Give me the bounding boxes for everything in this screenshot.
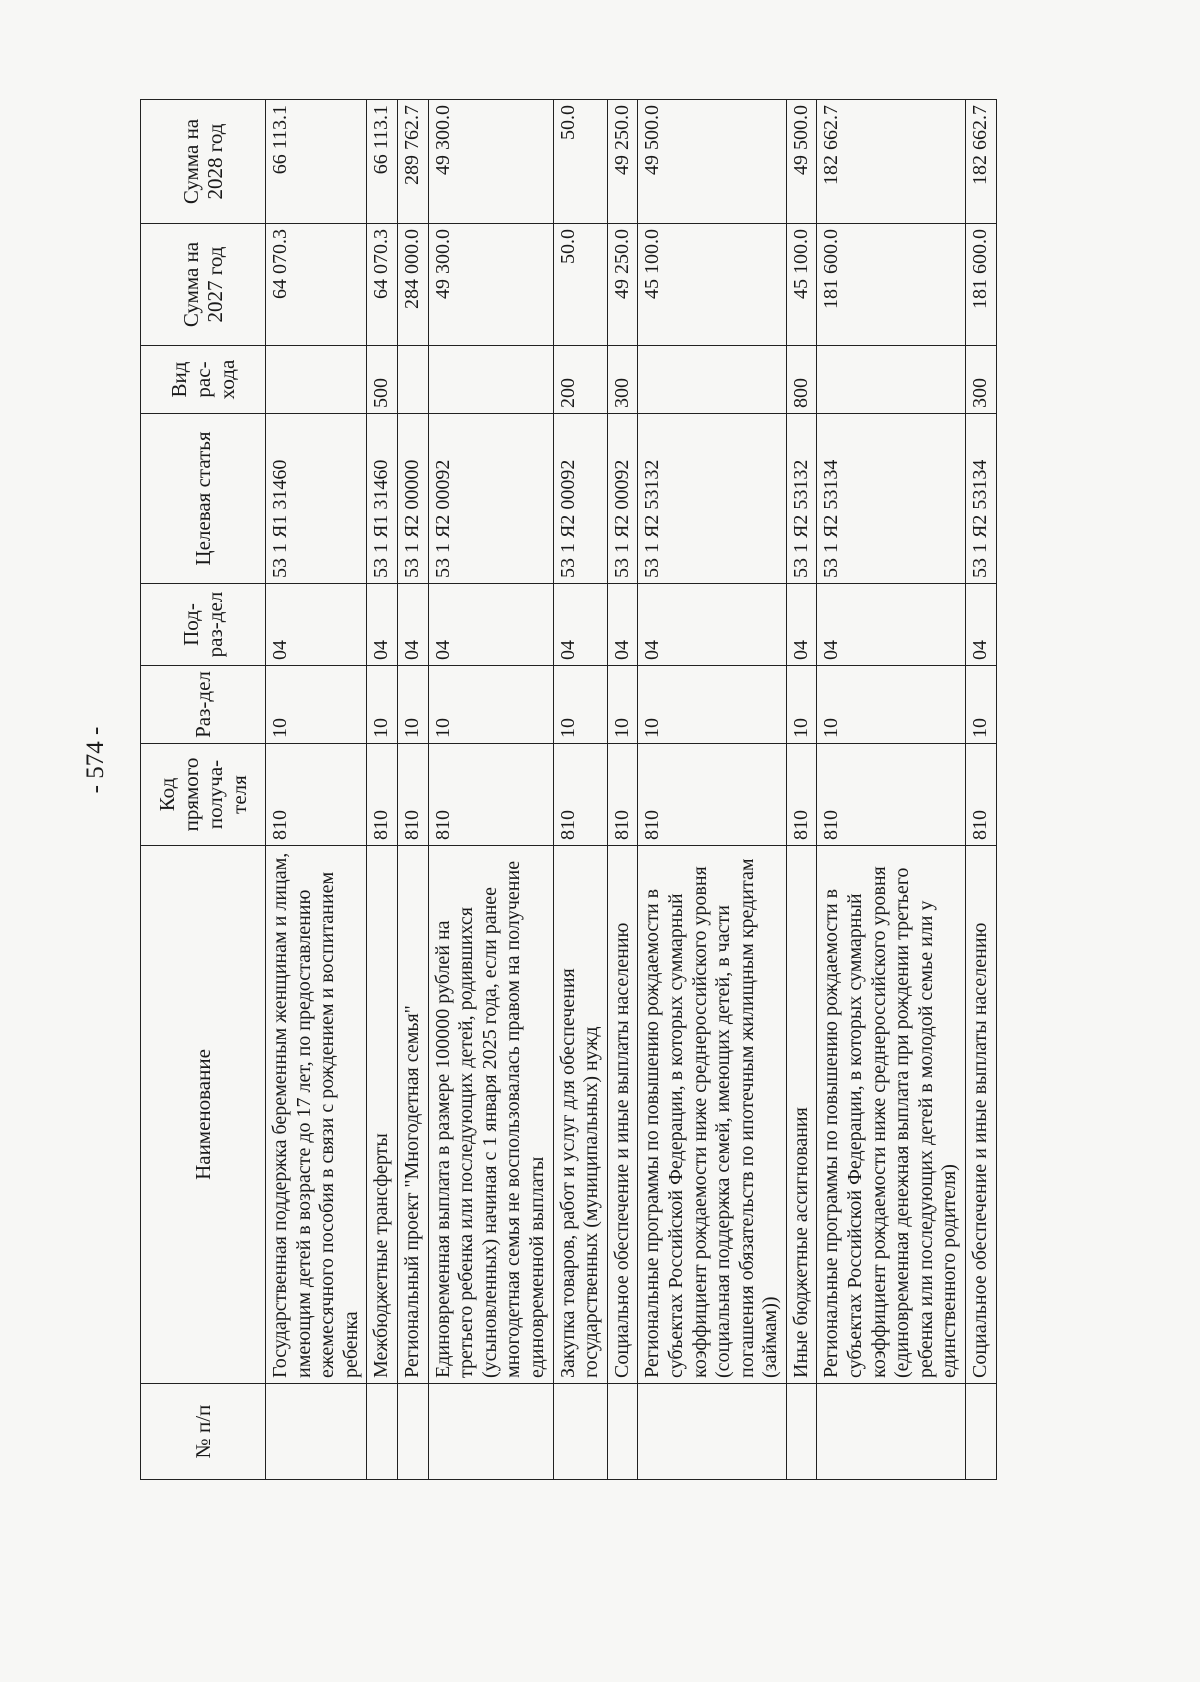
cell-sum-2027: 284 000.0	[397, 224, 428, 346]
cell-target: 53 1 Я1 31460	[367, 414, 398, 584]
cell-sum-2028: 50.0	[553, 100, 607, 224]
header-target: Целевая статья	[141, 414, 266, 584]
cell-target: 53 1 Я2 53132	[786, 414, 817, 584]
cell-sum-2028: 66 113.1	[266, 100, 367, 224]
table-row	[966, 100, 997, 1480]
cell-target: 53 1 Я2 00092	[607, 414, 638, 584]
cell-section: 10	[817, 666, 966, 744]
table-row	[553, 100, 607, 1480]
table-row	[428, 100, 553, 1480]
cell-recipient: 810	[367, 744, 398, 846]
cell-expense-type: 200	[553, 346, 607, 414]
cell-sum-2028: 182 662.7	[817, 100, 966, 224]
cell-recipient: 810	[786, 744, 817, 846]
cell-section: 10	[553, 666, 607, 744]
budget-table-wrapper	[140, 100, 1090, 1480]
cell-recipient: 810	[266, 744, 367, 846]
cell-section: 10	[607, 666, 638, 744]
cell-subsection: 04	[786, 584, 817, 666]
cell-sum-2028: 49 500.0	[638, 100, 787, 224]
cell-recipient: 810	[638, 744, 787, 846]
cell-target: 53 1 Я2 00092	[428, 414, 553, 584]
cell-name: Региональные программы по повышению рождаемости в субъектах Российской Федерации, в которых суммарный коэффициент рождаемости ниже среднероссийского уровня (единовременная денежная выплата при рождении третьего ребенка или последующих детей в молодой семье или у единственного родителя)	[817, 846, 966, 1384]
cell-expense-type: 500	[367, 346, 398, 414]
table-row	[786, 100, 817, 1480]
table-row	[638, 100, 787, 1480]
cell-name: Единовременная выплата в размере 100000 рублей на третьего ребенка или последующих детей, родившихся (усыновленных) начиная с 1 января 2025 года, если ранее многодетная семья не воспользовалась правом на получение единовременной выплаты	[428, 846, 553, 1384]
cell-name: Региональный проект "Многодетная семья"	[397, 846, 428, 1384]
cell-num	[553, 1384, 607, 1480]
cell-expense-type	[817, 346, 966, 414]
cell-num	[607, 1384, 638, 1480]
cell-subsection: 04	[397, 584, 428, 666]
cell-num	[428, 1384, 553, 1480]
cell-sum-2028: 182 662.7	[966, 100, 997, 224]
header-section: Раз-дел	[141, 666, 266, 744]
cell-target: 53 1 Я1 31460	[266, 414, 367, 584]
table-row	[367, 100, 398, 1480]
cell-sum-2027: 181 600.0	[966, 224, 997, 346]
cell-target: 53 1 Я2 00092	[553, 414, 607, 584]
cell-subsection: 04	[966, 584, 997, 666]
table-row	[817, 100, 966, 1480]
cell-sum-2028: 49 500.0	[786, 100, 817, 224]
header-subsection: Под-раз-дел	[141, 584, 266, 666]
cell-num	[397, 1384, 428, 1480]
cell-subsection: 04	[428, 584, 553, 666]
cell-target: 53 1 Я2 53134	[966, 414, 997, 584]
cell-recipient: 810	[607, 744, 638, 846]
cell-target: 53 1 Я2 53134	[817, 414, 966, 584]
table-row	[397, 100, 428, 1480]
cell-sum-2027: 64 070.3	[266, 224, 367, 346]
cell-expense-type	[397, 346, 428, 414]
header-expense-type: Вид рас-хода	[141, 346, 266, 414]
cell-sum-2027: 64 070.3	[367, 224, 398, 346]
cell-expense-type: 300	[966, 346, 997, 414]
cell-num	[786, 1384, 817, 1480]
cell-name: Иные бюджетные ассигнования	[786, 846, 817, 1384]
cell-sum-2028: 289 762.7	[397, 100, 428, 224]
cell-sum-2027: 45 100.0	[786, 224, 817, 346]
cell-sum-2028: 66 113.1	[367, 100, 398, 224]
cell-num	[966, 1384, 997, 1480]
cell-expense-type	[638, 346, 787, 414]
cell-sum-2027: 45 100.0	[638, 224, 787, 346]
cell-recipient: 810	[817, 744, 966, 846]
cell-subsection: 04	[607, 584, 638, 666]
cell-name: Социальное обеспечение и иные выплаты населению	[966, 846, 997, 1384]
cell-expense-type	[428, 346, 553, 414]
cell-num	[367, 1384, 398, 1480]
cell-sum-2027: 181 600.0	[817, 224, 966, 346]
cell-num	[266, 1384, 367, 1480]
cell-section: 10	[266, 666, 367, 744]
cell-sum-2028: 49 250.0	[607, 100, 638, 224]
header-recipient: Код прямого получа-теля	[141, 744, 266, 846]
cell-section: 10	[786, 666, 817, 744]
cell-recipient: 810	[428, 744, 553, 846]
cell-target: 53 1 Я2 53132	[638, 414, 787, 584]
cell-sum-2027: 49 250.0	[607, 224, 638, 346]
cell-name: Социальное обеспечение и иные выплаты населению	[607, 846, 638, 1384]
header-sum-2027: Сумма на 2027 год	[141, 224, 266, 346]
cell-expense-type	[266, 346, 367, 414]
cell-section: 10	[638, 666, 787, 744]
cell-section: 10	[367, 666, 398, 744]
cell-recipient: 810	[966, 744, 997, 846]
cell-name: Государственная поддержка беременным женщинам и лицам, имеющим детей в возрасте до 17 лет, по предоставлению ежемесячного пособия в связи с рождением и воспитанием ребенка	[266, 846, 367, 1384]
cell-num	[817, 1384, 966, 1480]
table-row	[607, 100, 638, 1480]
cell-section: 10	[428, 666, 553, 744]
cell-sum-2028: 49 300.0	[428, 100, 553, 224]
table-header-row	[141, 100, 266, 1480]
cell-subsection: 04	[266, 584, 367, 666]
cell-expense-type: 800	[786, 346, 817, 414]
page-number: - 574 -	[82, 726, 109, 794]
cell-subsection: 04	[817, 584, 966, 666]
table-row	[266, 100, 367, 1480]
cell-subsection: 04	[638, 584, 787, 666]
cell-section: 10	[966, 666, 997, 744]
cell-sum-2027: 50.0	[553, 224, 607, 346]
cell-subsection: 04	[553, 584, 607, 666]
cell-target: 53 1 Я2 00000	[397, 414, 428, 584]
header-num: № п/п	[141, 1384, 266, 1480]
cell-name: Региональные программы по повышению рождаемости в субъектах Российской Федерации, в которых суммарный коэффициент рождаемости ниже среднероссийского уровня (социальная поддержка семей, имеющих детей, в части погашения обязательств по ипотечным жилищным кредитам (займам))	[638, 846, 787, 1384]
cell-subsection: 04	[367, 584, 398, 666]
cell-name: Закупка товаров, работ и услуг для обеспечения государственных (муниципальных) нужд	[553, 846, 607, 1384]
header-sum-2028: Сумма на 2028 год	[141, 100, 266, 224]
cell-section: 10	[397, 666, 428, 744]
cell-expense-type: 300	[607, 346, 638, 414]
cell-name: Межбюджетные трансферты	[367, 846, 398, 1384]
header-name: Наименование	[141, 846, 266, 1384]
budget-table	[140, 99, 997, 1480]
cell-recipient: 810	[553, 744, 607, 846]
cell-recipient: 810	[397, 744, 428, 846]
cell-sum-2027: 49 300.0	[428, 224, 553, 346]
cell-num	[638, 1384, 787, 1480]
